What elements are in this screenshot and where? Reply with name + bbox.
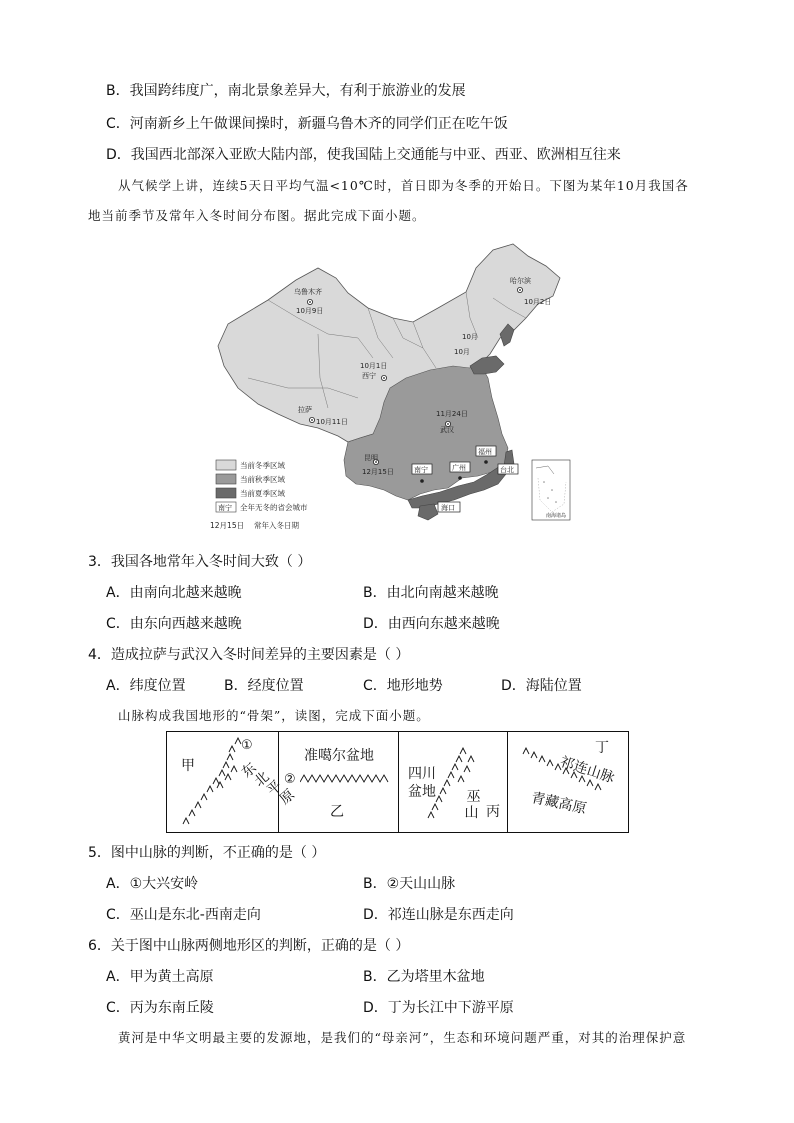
q6-option-d[interactable]: D．丁为长江中下游平原 [363,1000,514,1016]
q6-stem: 6．关于图中山脉两侧地形区的判断，正确的是（ ） [88,938,410,954]
prev-option-d: D．我国西北部深入亚欧大陆内部，使我国陆上交通能与中亚、西亚、欧洲相互往来 [106,147,621,163]
q4-option-a[interactable]: A．纬度位置 [106,678,186,694]
mountain-diagram [166,731,629,833]
q6-option-b[interactable]: B．乙为塔里木盆地 [363,969,485,985]
svg-text:南海诸岛: 南海诸岛 [546,513,567,519]
label-num-1: ① [241,738,253,753]
q3-stem: 3．我国各地常年入冬时间大致（ ） [88,554,312,570]
diagram-cell-3 [398,732,508,832]
q4-option-b[interactable]: B．经度位置 [224,678,304,694]
svg-text:12月15日: 12月15日 [210,521,245,530]
q5-stem: 5．图中山脉的判断，不正确的是（ ） [88,845,326,861]
diagram-cell-1: 甲 ① 东 北 平 原 [167,732,279,832]
svg-text:10月: 10月 [454,348,470,356]
diagram-cell-2 [278,732,399,832]
intro-paragraph-1-cont: 地当前季节及常年入冬时间分布图。据此完成下面小题。 [88,208,426,223]
intro-paragraph-1: 从气候学上讲，连续5天日平均气温<10℃时，首日即为冬季的开始日。下图为某年10月我国各 [118,178,689,193]
svg-text:10月2日: 10月2日 [524,298,552,306]
intro-paragraph-2: 山脉构成我国地形的“骨架”，读图，完成下面小题。 [118,708,430,723]
q5-option-d[interactable]: D．祁连山脉是东西走向 [363,907,514,923]
svg-text:西宁: 西宁 [362,372,376,380]
svg-text:当前夏季区域: 当前夏季区域 [240,489,285,498]
svg-text:海口: 海口 [441,504,455,512]
q5-option-b[interactable]: B．②天山山脉 [363,876,456,892]
svg-text:哈尔滨: 哈尔滨 [510,277,531,285]
label-num-2: ② [284,772,296,787]
label-qingzang: 青藏高原 [529,790,588,818]
svg-text:昆明: 昆明 [364,454,378,462]
svg-text:当前秋季区域: 当前秋季区域 [240,475,285,484]
q3-option-c[interactable]: C．由东向西越来越晚 [106,616,242,632]
svg-text:拉萨: 拉萨 [298,406,312,414]
city-taipei [498,464,518,474]
label-jia: 甲 [181,758,195,774]
city-haikou [438,502,460,512]
label-sichuan: 四川 [408,766,436,782]
q5-option-a[interactable]: A．①大兴安岭 [106,876,199,892]
label-bing: 丙 [486,804,500,820]
svg-text:台北: 台北 [500,466,514,474]
svg-text:10月1日: 10月1日 [360,362,388,370]
diagram-cell-4 [507,732,628,832]
svg-text:南宁: 南宁 [218,504,232,512]
label-zhungeer: 准噶尔盆地 [304,748,374,764]
mountain-symbols-2 [300,772,392,786]
map-legend [210,460,308,530]
svg-text:10月: 10月 [462,333,478,341]
q4-option-d[interactable]: D．海陆位置 [501,678,582,694]
svg-text:12月15日: 12月15日 [362,468,394,476]
svg-text:福州: 福州 [478,448,492,456]
q3-option-d[interactable]: D．由西向东越来越晚 [363,616,500,632]
label-wushan-2: 山 [464,805,479,821]
mountain-symbols-4 [507,732,628,832]
china-season-map [208,238,578,534]
label-yi: 乙 [330,804,344,820]
q6-option-c[interactable]: C．丙为东南丘陵 [106,1000,214,1016]
label-wushan-1: 巫 [466,789,481,805]
label-ding: 丁 [595,740,609,756]
svg-text:10月11日: 10月11日 [316,418,348,426]
q5-option-c[interactable]: C．巫山是东北-西南走向 [106,907,261,923]
svg-text:10月9日: 10月9日 [296,307,324,315]
svg-text:南宁: 南宁 [414,466,428,474]
q3-option-a[interactable]: A．由南向北越来越晚 [106,585,242,601]
intro-paragraph-3: 黄河是中华文明最主要的发源地，是我们的“母亲河”，生态和环境问题严重，对其的治理保护意 [118,1030,687,1045]
q6-option-a[interactable]: A．甲为黄土高原 [106,969,214,985]
svg-text:常年入冬日期: 常年入冬日期 [254,521,299,530]
svg-text:11月24日: 11月24日 [436,410,468,418]
prev-option-b: B．我国跨纬度广，南北景象差异大，有利于旅游业的发展 [106,83,466,99]
prev-option-c: C．河南新乡上午做课间操时，新疆乌鲁木齐的同学们正在吃午饭 [106,116,508,132]
svg-text:全年无冬的省会城市: 全年无冬的省会城市 [240,503,308,512]
label-qilian: 祁连山脉 [558,754,617,787]
svg-text:乌鲁木齐: 乌鲁木齐 [294,288,322,296]
label-pendi: 盆地 [408,784,436,800]
map-hainan [418,504,438,520]
q4-option-c[interactable]: C．地形地势 [363,678,443,694]
q4-stem: 4．造成拉萨与武汉入冬时间差异的主要因素是（ ） [88,647,410,663]
svg-text:武汉: 武汉 [440,426,454,434]
south-china-sea-inset [532,460,570,520]
q3-option-b[interactable]: B．由北向南越来越晚 [363,585,499,601]
svg-text:广州: 广州 [452,464,466,472]
svg-text:当前冬季区域: 当前冬季区域 [240,461,285,470]
